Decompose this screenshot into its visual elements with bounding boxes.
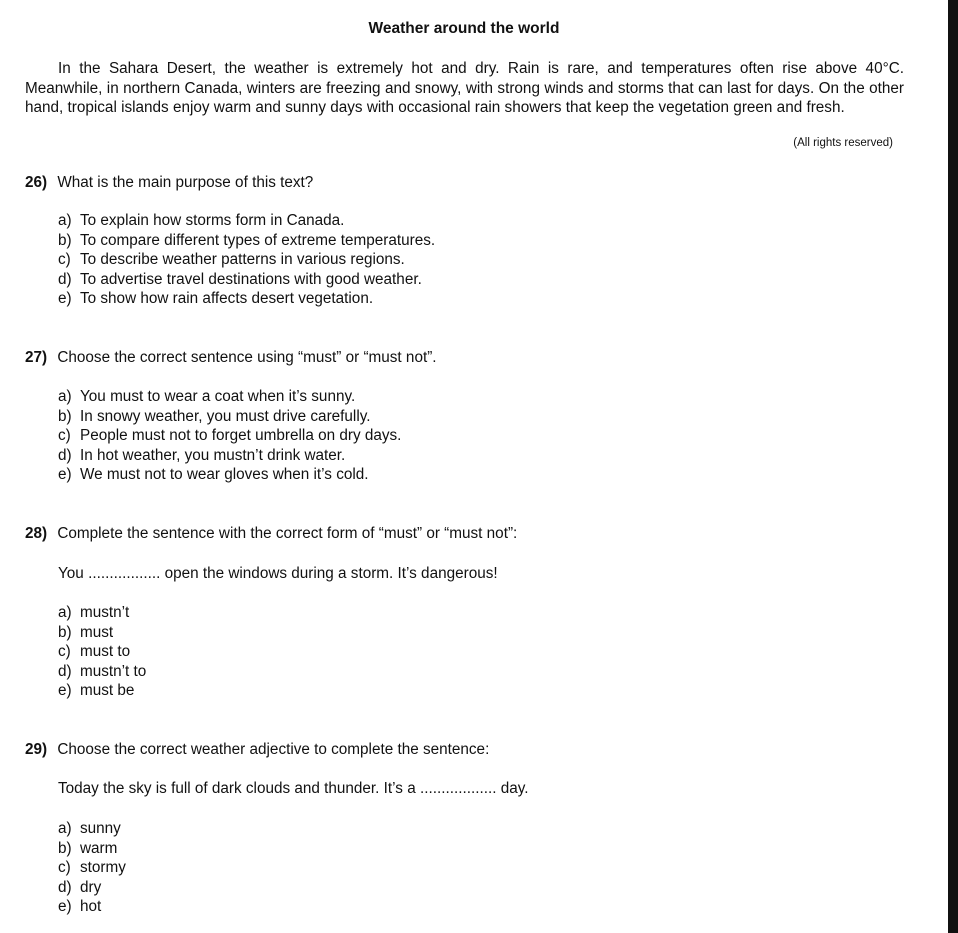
option-28-c[interactable] xyxy=(58,642,146,662)
question-28 xyxy=(25,525,517,543)
option-letter: a) xyxy=(58,604,72,621)
option-text: To describe weather patterns in various regions. xyxy=(80,251,405,269)
question-prompt: Complete the sentence with the correct form of “must” or “must not”: xyxy=(57,525,518,542)
option-28-a[interactable] xyxy=(58,603,146,623)
option-26-a[interactable] xyxy=(58,211,435,231)
option-letter: c) xyxy=(58,859,71,877)
option-letter: d) xyxy=(58,662,72,680)
option-29-a[interactable] xyxy=(58,819,126,839)
option-text: hot xyxy=(80,898,102,916)
option-letter: b) xyxy=(58,839,72,857)
options-list-28 xyxy=(58,603,146,701)
option-27-d[interactable] xyxy=(58,446,401,466)
option-text: To compare different types of extreme temperatures. xyxy=(80,231,436,249)
option-letter: d) xyxy=(58,270,72,288)
question-29 xyxy=(25,741,489,759)
option-letter: a) xyxy=(58,212,72,229)
option-letter: a) xyxy=(58,388,72,405)
option-29-d[interactable] xyxy=(58,878,126,898)
question-27 xyxy=(25,349,437,367)
option-letter: a) xyxy=(58,820,72,837)
option-text: must to xyxy=(80,643,131,661)
option-text: warm xyxy=(80,839,118,857)
option-text: In snowy weather, you must drive carefully. xyxy=(80,407,371,425)
option-letter: e) xyxy=(58,466,72,484)
option-27-b[interactable] xyxy=(58,407,401,427)
option-text: In hot weather, you mustn’t drink water. xyxy=(80,446,346,464)
option-letter: c) xyxy=(58,643,71,661)
option-letter: c) xyxy=(58,427,71,445)
option-letter: b) xyxy=(58,623,72,641)
option-29-c[interactable] xyxy=(58,858,126,878)
option-text: People must not to forget umbrella on dry days. xyxy=(80,427,402,445)
option-27-a[interactable] xyxy=(58,387,401,407)
option-text: To explain how storms form in Canada. xyxy=(80,212,345,229)
option-26-b[interactable] xyxy=(58,231,435,251)
option-28-d[interactable] xyxy=(58,662,146,682)
question-number: 27) xyxy=(25,349,48,366)
option-27-e[interactable] xyxy=(58,465,401,485)
option-letter: b) xyxy=(58,231,72,249)
question-number: 28) xyxy=(25,525,48,542)
option-text: mustn’t to xyxy=(80,662,147,680)
option-27-c[interactable] xyxy=(58,426,401,446)
question-prompt: Choose the correct weather adjective to complete the sentence: xyxy=(57,741,490,758)
option-letter: d) xyxy=(58,446,72,464)
gap-sentence-28: You ................. open the windows during a storm. It’s dangerous! xyxy=(58,565,498,582)
option-29-e[interactable] xyxy=(58,897,126,917)
question-prompt: What is the main purpose of this text? xyxy=(57,174,314,191)
option-letter: d) xyxy=(58,878,72,896)
option-28-e[interactable] xyxy=(58,681,146,701)
document-title: Weather around the world xyxy=(368,20,560,37)
options-list-26 xyxy=(58,211,435,309)
question-prompt: Choose the correct sentence using “must” or “must not”. xyxy=(57,349,437,366)
option-26-c[interactable] xyxy=(58,250,435,270)
option-letter: e) xyxy=(58,898,72,916)
option-text: We must not to wear gloves when it’s cold. xyxy=(80,466,369,484)
option-text: dry xyxy=(80,878,102,896)
question-number: 29) xyxy=(25,741,48,758)
intro-paragraph: In the Sahara Desert, the weather is extremely hot and dry. Rain is rare, and temperatures often rise above 40°C. Meanwhile, in northern Canada, winters are freezing and snowy, with strong winds and storms that can last for days. On the other hand, tropical islands enjoy warm and sunny days with occasional rain showers that keep the vegetation green and fresh. xyxy=(25,60,904,117)
option-28-b[interactable] xyxy=(58,623,146,643)
option-text: You must to wear a coat when it’s sunny. xyxy=(80,388,356,405)
option-26-d[interactable] xyxy=(58,270,435,290)
option-text: sunny xyxy=(80,820,121,837)
question-number: 26) xyxy=(25,174,48,191)
option-letter: c) xyxy=(58,251,71,269)
page-edge-bar xyxy=(948,0,958,933)
option-29-b[interactable] xyxy=(58,839,126,859)
options-list-27 xyxy=(58,387,401,485)
option-text: must xyxy=(80,623,114,641)
gap-sentence-29: Today the sky is full of dark clouds and thunder. It’s a .................. day. xyxy=(58,780,529,797)
option-letter: e) xyxy=(58,682,72,700)
rights-notice: (All rights reserved) xyxy=(793,137,893,149)
options-list-29 xyxy=(58,819,126,917)
option-text: To advertise travel destinations with good weather. xyxy=(80,270,422,288)
option-26-e[interactable] xyxy=(58,289,435,309)
option-letter: e) xyxy=(58,290,72,308)
question-26 xyxy=(25,174,313,192)
option-text: stormy xyxy=(80,859,126,877)
option-text: must be xyxy=(80,682,135,700)
option-text: To show how rain affects desert vegetation. xyxy=(80,290,374,308)
option-text: mustn’t xyxy=(80,604,130,621)
option-letter: b) xyxy=(58,407,72,425)
